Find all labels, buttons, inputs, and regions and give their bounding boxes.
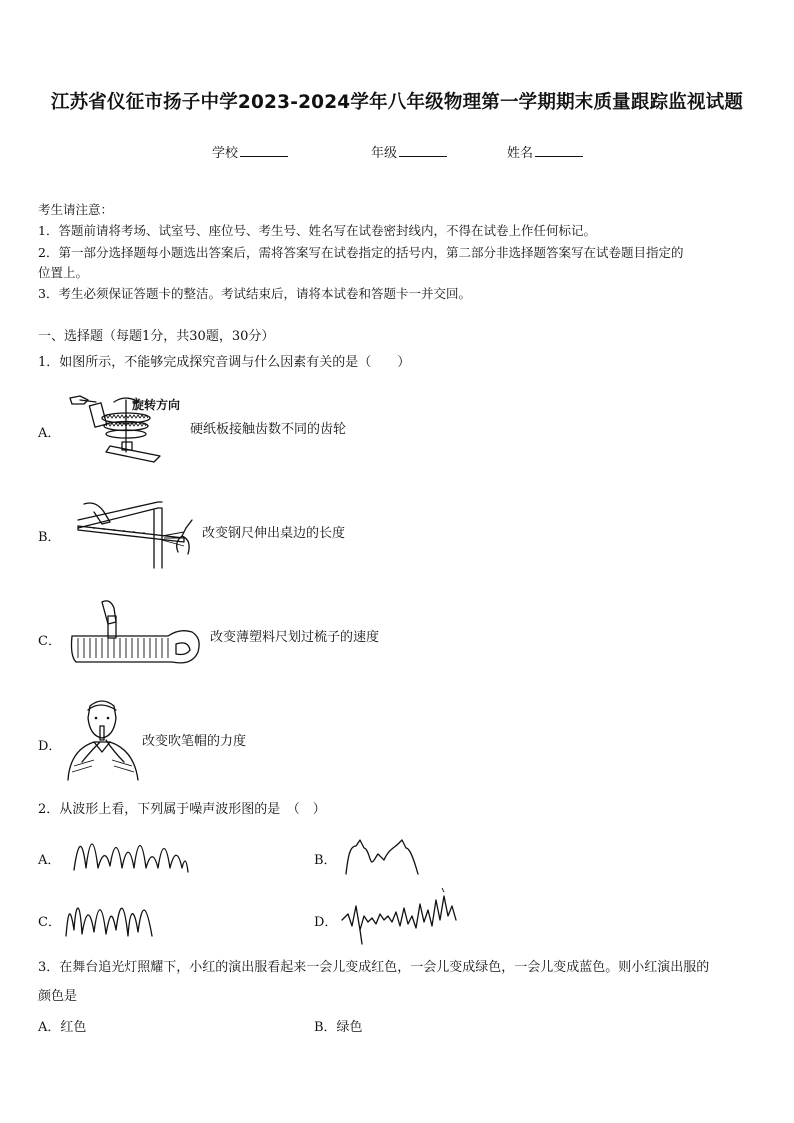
boy-blowing-cap-figure: [64, 696, 142, 782]
notice-item-2-cont: 位置上。: [38, 265, 89, 280]
question-1-stem: 1．如图所示，不能够完成探究音调与什么因素有关的是（ ）: [38, 355, 411, 370]
rotation-direction-label: 旋转方向: [132, 398, 181, 412]
grade-field[interactable]: [371, 142, 447, 161]
name-label: 姓名: [507, 146, 534, 161]
notice-heading: 考生请注意：: [38, 202, 114, 217]
waveform-a[interactable]: [72, 832, 190, 876]
question-3-stem-line1: 3．在舞台追光灯照耀下，小红的演出服看起来一会儿变成红色，一会儿变成绿色，一会儿变成蓝色。则小红演出服的: [38, 960, 710, 975]
q1-option-a-letter[interactable]: A．: [38, 426, 61, 441]
q1-option-d-letter[interactable]: D．: [38, 739, 62, 754]
comb-figure: [68, 596, 204, 676]
q1-option-a-text[interactable]: 硬纸板接触齿数不同的齿轮: [190, 422, 347, 437]
q2-option-d-letter[interactable]: D．: [314, 915, 338, 930]
waveform-c[interactable]: [64, 896, 156, 940]
name-blank[interactable]: [535, 143, 583, 157]
q2-option-a-letter[interactable]: A．: [38, 853, 61, 868]
q1-option-c-letter[interactable]: C．: [38, 634, 61, 649]
question-2-stem: 2．从波形上看，下列属于噪声波形图的是 （ ）: [38, 802, 326, 817]
q2-option-c-letter[interactable]: C．: [38, 915, 61, 930]
school-field[interactable]: [212, 142, 288, 161]
q1-option-b-text[interactable]: 改变钢尺伸出桌边的长度: [202, 526, 346, 541]
grade-blank[interactable]: [399, 143, 447, 157]
waveform-b[interactable]: [344, 836, 420, 876]
q3-option-a[interactable]: A．红色: [38, 1020, 87, 1035]
notice-item-2: 2．第一部分选择题每小题选出答案后，需将答案写在试卷指定的括号内，第二部分非选择题答案写在试卷题目指定的: [38, 245, 684, 260]
q2-option-b-letter[interactable]: B．: [314, 853, 337, 868]
school-blank[interactable]: [240, 143, 288, 157]
notice-item-1: 1．答题前请将考场、试室号、座位号、考生号、姓名写在试卷密封线内，不得在试卷上作任何标记。: [38, 223, 596, 238]
q1-option-d-text[interactable]: 改变吹笔帽的力度: [142, 734, 247, 749]
name-field[interactable]: [507, 142, 583, 161]
page-title: 江苏省仪征市扬子中学2023-2024学年八年级物理第一学期期末质量跟踪监视试题: [50, 92, 744, 113]
section-heading: 一、选择题（每题1分，共30题，30分）: [38, 329, 275, 344]
steel-ruler-figure: [74, 498, 202, 570]
question-3-stem-line2: 颜色是: [38, 989, 78, 1004]
q1-option-b-letter[interactable]: B．: [38, 530, 61, 545]
q3-option-b[interactable]: B．绿色: [314, 1020, 363, 1035]
waveform-d[interactable]: [340, 886, 458, 948]
grade-label: 年级: [371, 146, 398, 161]
notice-item-3: 3．考生必须保证答题卡的整洁。考试结束后，请将本试卷和答题卡一并交回。: [38, 286, 471, 301]
school-label: 学校: [212, 146, 239, 161]
q1-option-c-text[interactable]: 改变薄塑料尺划过梳子的速度: [210, 630, 380, 645]
